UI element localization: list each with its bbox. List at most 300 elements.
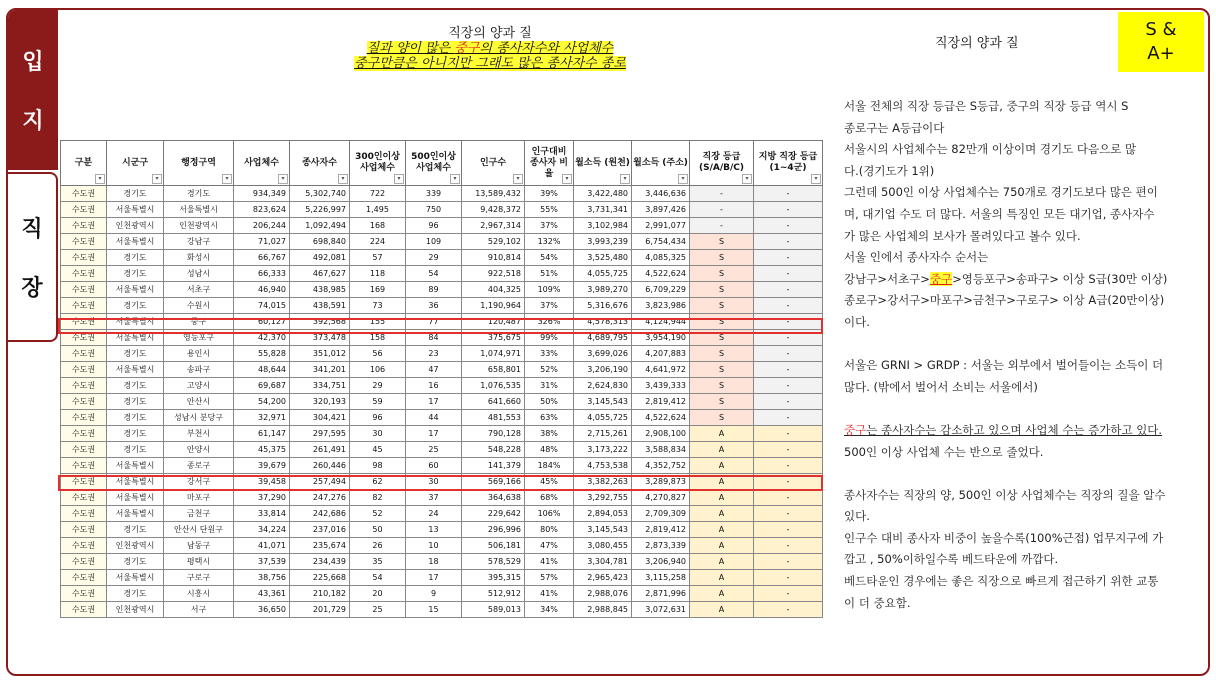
table-cell: 492,081 [290, 250, 350, 266]
note-line: 그런데 500인 이상 사업체수는 750개로 경기도보다 많은 편이 [844, 185, 1158, 200]
table-cell: 234,439 [290, 554, 350, 570]
note-line: 서울 인에서 종사자수 순서는 [844, 250, 989, 265]
table-cell: 326% [525, 314, 574, 330]
table-cell: 242,686 [290, 506, 350, 522]
table-cell: 수도권 [61, 330, 107, 346]
table-cell: 54,200 [234, 394, 290, 410]
table-cell: 수도권 [61, 298, 107, 314]
table-cell: 910,814 [462, 250, 525, 266]
table-cell: - [690, 218, 754, 234]
table-cell: 25 [350, 602, 406, 618]
table-cell: 9 [406, 586, 462, 602]
table-cell: 4,522,624 [632, 266, 690, 282]
table-cell: 658,801 [462, 362, 525, 378]
table-cell: 155 [350, 314, 406, 330]
table-row [61, 218, 823, 234]
table-cell: - [754, 314, 823, 330]
table-cell: 4,085,325 [632, 250, 690, 266]
table-cell: 44 [406, 410, 462, 426]
table-cell: 3,446,636 [632, 186, 690, 202]
table-cell: 96 [406, 218, 462, 234]
table-cell: 43,361 [234, 586, 290, 602]
table-cell: 수도권 [61, 394, 107, 410]
filter-dropdown-icon[interactable]: ▾ [222, 174, 232, 184]
table-cell: 56 [350, 346, 406, 362]
filter-dropdown-icon[interactable]: ▾ [620, 174, 630, 184]
table-cell: 3,989,270 [574, 282, 632, 298]
table-cell: 698,840 [290, 234, 350, 250]
table-cell: A [690, 442, 754, 458]
table-cell: 63% [525, 410, 574, 426]
note-line [844, 334, 1196, 356]
note-jung-line [844, 420, 1196, 442]
table-cell: 경기도 [107, 298, 164, 314]
filter-dropdown-icon[interactable]: ▾ [450, 174, 460, 184]
table-cell: 수도권 [61, 218, 107, 234]
table-cell: 52% [525, 362, 574, 378]
table-cell: S [690, 266, 754, 282]
table-cell: 35 [350, 554, 406, 570]
table-cell: 224 [350, 234, 406, 250]
table-cell: 경기도 [107, 266, 164, 282]
table-cell: A [690, 538, 754, 554]
table-cell: 320,193 [290, 394, 350, 410]
table-cell: 경기도 [107, 586, 164, 602]
table-cell: 13 [406, 522, 462, 538]
table-cell: 395,315 [462, 570, 525, 586]
table-cell: A [690, 458, 754, 474]
column-header [690, 141, 754, 186]
table-cell: 304,421 [290, 410, 350, 426]
table-cell: 99% [525, 330, 574, 346]
table-cell: 17 [406, 570, 462, 586]
table-cell: 4,753,538 [574, 458, 632, 474]
table-cell: 61,147 [234, 426, 290, 442]
table-row [61, 394, 823, 410]
table-cell: 120,487 [462, 314, 525, 330]
table-cell: 184% [525, 458, 574, 474]
table-cell: 80% [525, 522, 574, 538]
table-row [61, 202, 823, 218]
header-line-1-prefix: 질과 양이 많은 [366, 41, 455, 56]
table-cell: 529,102 [462, 234, 525, 250]
table-cell: 2,967,314 [462, 218, 525, 234]
table-cell: - [754, 602, 823, 618]
table-cell: - [690, 202, 754, 218]
table-cell: 69,687 [234, 378, 290, 394]
table-cell: A [690, 586, 754, 602]
table-cell: 37,290 [234, 490, 290, 506]
table-cell: 722 [350, 186, 406, 202]
table-row [61, 538, 823, 554]
table-cell: 6,709,229 [632, 282, 690, 298]
column-header [632, 141, 690, 186]
table-cell: 성남시 분당구 [164, 410, 234, 426]
table-cell: 45% [525, 474, 574, 490]
table-cell: S [690, 250, 754, 266]
table-cell: 47 [406, 362, 462, 378]
tab-job-char-2: 장 [21, 276, 43, 301]
table-cell: 경기도 [107, 346, 164, 362]
table-cell: 823,624 [234, 202, 290, 218]
table-row [61, 586, 823, 602]
table-cell: 17 [406, 394, 462, 410]
column-header [574, 141, 632, 186]
table-cell: S [690, 346, 754, 362]
tab-job-char-1: 직 [21, 217, 43, 242]
sheet-header [250, 26, 730, 71]
note-line: 서울 전체의 직장 등급은 S등급, 중구의 직장 등급 역시 S [844, 99, 1129, 113]
table-cell: - [690, 186, 754, 202]
table-cell: 66,767 [234, 250, 290, 266]
table-cell: 247,276 [290, 490, 350, 506]
table-cell: 수도권 [61, 346, 107, 362]
table-cell: 3,145,543 [574, 394, 632, 410]
table-cell: 36 [406, 298, 462, 314]
table-cell: 서울특별시 [107, 234, 164, 250]
table-cell: 3,080,455 [574, 538, 632, 554]
table-cell: 48% [525, 442, 574, 458]
note-line: 깝고 , 50%이하일수록 베드타운에 까깝다. [844, 552, 1059, 567]
filter-dropdown-icon[interactable]: ▾ [152, 174, 162, 184]
table-cell: 수도권 [61, 202, 107, 218]
table-cell: 3,897,426 [632, 202, 690, 218]
table-cell: 260,446 [290, 458, 350, 474]
table-cell: - [754, 218, 823, 234]
table-cell: 66,333 [234, 266, 290, 282]
table-row [61, 330, 823, 346]
table-cell: 750 [406, 202, 462, 218]
table-cell: 158 [350, 330, 406, 346]
table-cell: S [690, 410, 754, 426]
table-cell: 5,302,740 [290, 186, 350, 202]
table-cell: A [690, 602, 754, 618]
column-header [350, 141, 406, 186]
table-cell: 금천구 [164, 506, 234, 522]
table-cell: - [754, 586, 823, 602]
column-header-label: 지방 직장 등급 (1~4군) [758, 152, 818, 173]
column-header-label: 인구대비 종사자 비율 [530, 146, 568, 179]
table-cell: 시흥시 [164, 586, 234, 602]
table-cell: 수도권 [61, 522, 107, 538]
table-cell: 52 [350, 506, 406, 522]
table-cell: 89 [406, 282, 462, 298]
filter-dropdown-icon[interactable]: ▾ [513, 174, 523, 184]
table-cell: 수도권 [61, 602, 107, 618]
rank-highlight: 중구 [929, 271, 953, 286]
table-cell: 438,591 [290, 298, 350, 314]
table-cell: 26 [350, 538, 406, 554]
table-cell: 29 [350, 378, 406, 394]
table-cell: 206,244 [234, 218, 290, 234]
column-header [107, 141, 164, 186]
table-cell: 서울특별시 [107, 474, 164, 490]
table-cell: 인천광역시 [107, 218, 164, 234]
table-cell: 50 [350, 522, 406, 538]
filter-dropdown-icon[interactable]: ▾ [742, 174, 752, 184]
jung-highlight: 중구 [844, 422, 867, 437]
table-cell: 3,993,239 [574, 234, 632, 250]
table-cell: - [754, 474, 823, 490]
table-cell: 수도권 [61, 490, 107, 506]
table-cell: 2,988,845 [574, 602, 632, 618]
table-row [61, 554, 823, 570]
note-rank-line [844, 269, 1196, 291]
table-cell: 47% [525, 538, 574, 554]
table-cell: 4,689,795 [574, 330, 632, 346]
table-cell: 수도권 [61, 506, 107, 522]
table-cell: 경기도 [107, 522, 164, 538]
table-cell: 3,382,263 [574, 474, 632, 490]
table-cell: 3,731,341 [574, 202, 632, 218]
table-cell: 9,428,372 [462, 202, 525, 218]
table-cell: 서울특별시 [164, 202, 234, 218]
table-cell: S [690, 378, 754, 394]
filter-dropdown-icon[interactable]: ▾ [562, 174, 572, 184]
table-cell: 4,352,752 [632, 458, 690, 474]
note-line: 며, 대기업 수도 더 많다. 서울의 특징인 모든 대기업, 종사자수 [844, 206, 1155, 221]
table-cell: 84 [406, 330, 462, 346]
table-cell: 6,754,434 [632, 234, 690, 250]
table-cell: 934,349 [234, 186, 290, 202]
table-cell: 3,206,190 [574, 362, 632, 378]
grade-badge [1118, 12, 1204, 72]
column-header-label: 구분 [74, 157, 93, 168]
table-cell: - [754, 522, 823, 538]
table-cell: 성남시 [164, 266, 234, 282]
table-cell: 부천시 [164, 426, 234, 442]
table-cell: 77 [406, 314, 462, 330]
table-cell: 237,016 [290, 522, 350, 538]
rank-suffix: >영등포구>송파구> 이상 S급(30만 이상) [952, 271, 1168, 286]
job-data-table [60, 140, 823, 618]
table-cell: 41,071 [234, 538, 290, 554]
table-cell: 38% [525, 426, 574, 442]
column-header [462, 141, 525, 186]
table-cell: 73 [350, 298, 406, 314]
table-cell: 36,650 [234, 602, 290, 618]
table-cell: 2,715,261 [574, 426, 632, 442]
table-cell: - [754, 330, 823, 346]
table-cell: 2,819,412 [632, 522, 690, 538]
table-cell: 261,491 [290, 442, 350, 458]
table-cell: 수도권 [61, 442, 107, 458]
table-cell: 257,494 [290, 474, 350, 490]
table-cell: A [690, 570, 754, 586]
table-cell: S [690, 234, 754, 250]
table-cell: 118 [350, 266, 406, 282]
table-cell: A [690, 490, 754, 506]
column-header-label: 인구수 [479, 157, 507, 168]
table-cell: 54 [406, 266, 462, 282]
table-cell: 서울특별시 [107, 570, 164, 586]
table-cell: 71,027 [234, 234, 290, 250]
filter-dropdown-icon[interactable]: ▾ [95, 174, 105, 184]
filter-dropdown-icon[interactable]: ▾ [278, 174, 288, 184]
table-cell: 62 [350, 474, 406, 490]
table-cell: S [690, 394, 754, 410]
table-cell: 수도권 [61, 554, 107, 570]
table-cell: 4,124,944 [632, 314, 690, 330]
badge-line-2: A+ [1147, 43, 1175, 64]
table-cell: 3,292,755 [574, 490, 632, 506]
note-line: 이다. [844, 314, 870, 329]
table-cell: 339 [406, 186, 462, 202]
table-cell: 서울특별시 [107, 330, 164, 346]
table-cell: 37% [525, 218, 574, 234]
table-cell: 경기도 [107, 442, 164, 458]
table-cell: 경기도 [107, 250, 164, 266]
table-cell: - [754, 346, 823, 362]
note-line: 있다. [844, 509, 870, 524]
table-cell: 297,595 [290, 426, 350, 442]
table-cell: 1,092,494 [290, 218, 350, 234]
table-cell: 종로구 [164, 458, 234, 474]
table-cell: 45 [350, 442, 406, 458]
table-cell: 경기도 [164, 186, 234, 202]
table-cell: 4,207,883 [632, 346, 690, 362]
table-row [61, 314, 823, 330]
column-header [61, 141, 107, 186]
table-cell: 168 [350, 218, 406, 234]
table-cell: 5,226,997 [290, 202, 350, 218]
table-cell: 서구 [164, 602, 234, 618]
table-cell: 서울특별시 [107, 490, 164, 506]
table-row [61, 506, 823, 522]
note-line: 이 더 중요함. [844, 595, 911, 610]
table-cell: 송파구 [164, 362, 234, 378]
jung-suffix: 는 종사자수는 감소하고 있으며 사업체 수는 증가하고 있다. [866, 422, 1163, 437]
table-cell: 54 [350, 570, 406, 586]
table-body [61, 186, 823, 618]
column-header-label: 행정구역 [181, 157, 216, 168]
table-cell: 334,751 [290, 378, 350, 394]
table-cell: 2,624,830 [574, 378, 632, 394]
table-cell: 수도권 [61, 266, 107, 282]
column-header-label: 500인이상 사업체수 [411, 152, 456, 173]
table-cell: 210,182 [290, 586, 350, 602]
header-line-1-highlight: 중구 [454, 41, 480, 56]
table-cell: 55,828 [234, 346, 290, 362]
table-cell: 467,627 [290, 266, 350, 282]
table-cell: 30 [350, 426, 406, 442]
table-cell: 중구 [164, 314, 234, 330]
table-cell: 수도권 [61, 410, 107, 426]
table-cell: 3,699,026 [574, 346, 632, 362]
table-row [61, 426, 823, 442]
table-cell: 1,076,535 [462, 378, 525, 394]
table-cell: 438,985 [290, 282, 350, 298]
table-cell: 경기도 [107, 394, 164, 410]
table-cell: 25 [406, 442, 462, 458]
table-cell: 74,015 [234, 298, 290, 314]
table-cell: 37 [406, 490, 462, 506]
table-cell: A [690, 474, 754, 490]
filter-dropdown-icon[interactable]: ▾ [678, 174, 688, 184]
table-cell: 2,965,423 [574, 570, 632, 586]
table-row [61, 266, 823, 282]
table-cell: 201,729 [290, 602, 350, 618]
table-cell: 2,991,077 [632, 218, 690, 234]
table-cell: 32,971 [234, 410, 290, 426]
table-cell: 45,375 [234, 442, 290, 458]
table-cell: 수도권 [61, 474, 107, 490]
table-row [61, 378, 823, 394]
table-cell: 364,638 [462, 490, 525, 506]
table-cell: 서울특별시 [107, 282, 164, 298]
table-cell: 서울특별시 [107, 362, 164, 378]
note-line: 500인 이상 사업체 수는 반으로 줄었다. [844, 444, 1044, 459]
table-row [61, 458, 823, 474]
table-cell: 평택시 [164, 554, 234, 570]
table-row [61, 186, 823, 202]
column-header [525, 141, 574, 186]
table-cell: 서울특별시 [107, 202, 164, 218]
table-cell: 235,674 [290, 538, 350, 554]
filter-dropdown-icon[interactable]: ▾ [811, 174, 821, 184]
note-line [844, 463, 1196, 485]
table-cell: S [690, 362, 754, 378]
note-line: 서울은 GRNI > GRDP : 서울는 외부에서 벌어들이는 소득이 더 [844, 358, 1164, 373]
table-cell: 98 [350, 458, 406, 474]
table-cell: 16 [406, 378, 462, 394]
tab-job[interactable] [8, 172, 58, 342]
table-cell: 3,289,873 [632, 474, 690, 490]
note-line: 인구수 대비 종사자 비중이 높을수록(100%근접) 업무지구에 가 [844, 530, 1164, 545]
tab-location[interactable] [8, 10, 58, 170]
table-cell: - [754, 266, 823, 282]
table-cell: - [754, 234, 823, 250]
table-cell: 641,660 [462, 394, 525, 410]
table-cell: 남동구 [164, 538, 234, 554]
table-cell: 3,115,258 [632, 570, 690, 586]
notes-panel [844, 96, 1196, 614]
table-cell: - [754, 490, 823, 506]
filter-dropdown-icon[interactable]: ▾ [394, 174, 404, 184]
table-cell: - [754, 250, 823, 266]
table-row [61, 410, 823, 426]
table-cell: 3,102,984 [574, 218, 632, 234]
table-cell: 고양시 [164, 378, 234, 394]
table-cell: 강남구 [164, 234, 234, 250]
note-line: 종사자수는 직장의 양, 500인 이상 사업체수는 직장의 질을 알수 [844, 487, 1166, 502]
table-row [61, 442, 823, 458]
table-cell: 안산시 [164, 394, 234, 410]
table-cell: 39,679 [234, 458, 290, 474]
table-cell: 20 [350, 586, 406, 602]
table-cell: 31% [525, 378, 574, 394]
filter-dropdown-icon[interactable]: ▾ [338, 174, 348, 184]
note-line: 서울시의 사업체수는 82만개 이상이며 경기도 다음으로 많 [844, 142, 1137, 157]
table-cell: 수도권 [61, 458, 107, 474]
table-cell: 구로구 [164, 570, 234, 586]
table-cell: 2,894,053 [574, 506, 632, 522]
table-cell: 수도권 [61, 282, 107, 298]
table-cell: 18 [406, 554, 462, 570]
table-cell: 서울특별시 [107, 314, 164, 330]
tab-location-char-2: 지 [22, 109, 44, 134]
table-cell: 404,325 [462, 282, 525, 298]
table-cell: 30 [406, 474, 462, 490]
table-row [61, 234, 823, 250]
table-cell: 3,823,986 [632, 298, 690, 314]
table-cell: A [690, 554, 754, 570]
table-cell: 3,072,631 [632, 602, 690, 618]
table-cell: - [754, 186, 823, 202]
table-cell: 37% [525, 298, 574, 314]
table-cell: 96 [350, 410, 406, 426]
table-cell: 589,013 [462, 602, 525, 618]
